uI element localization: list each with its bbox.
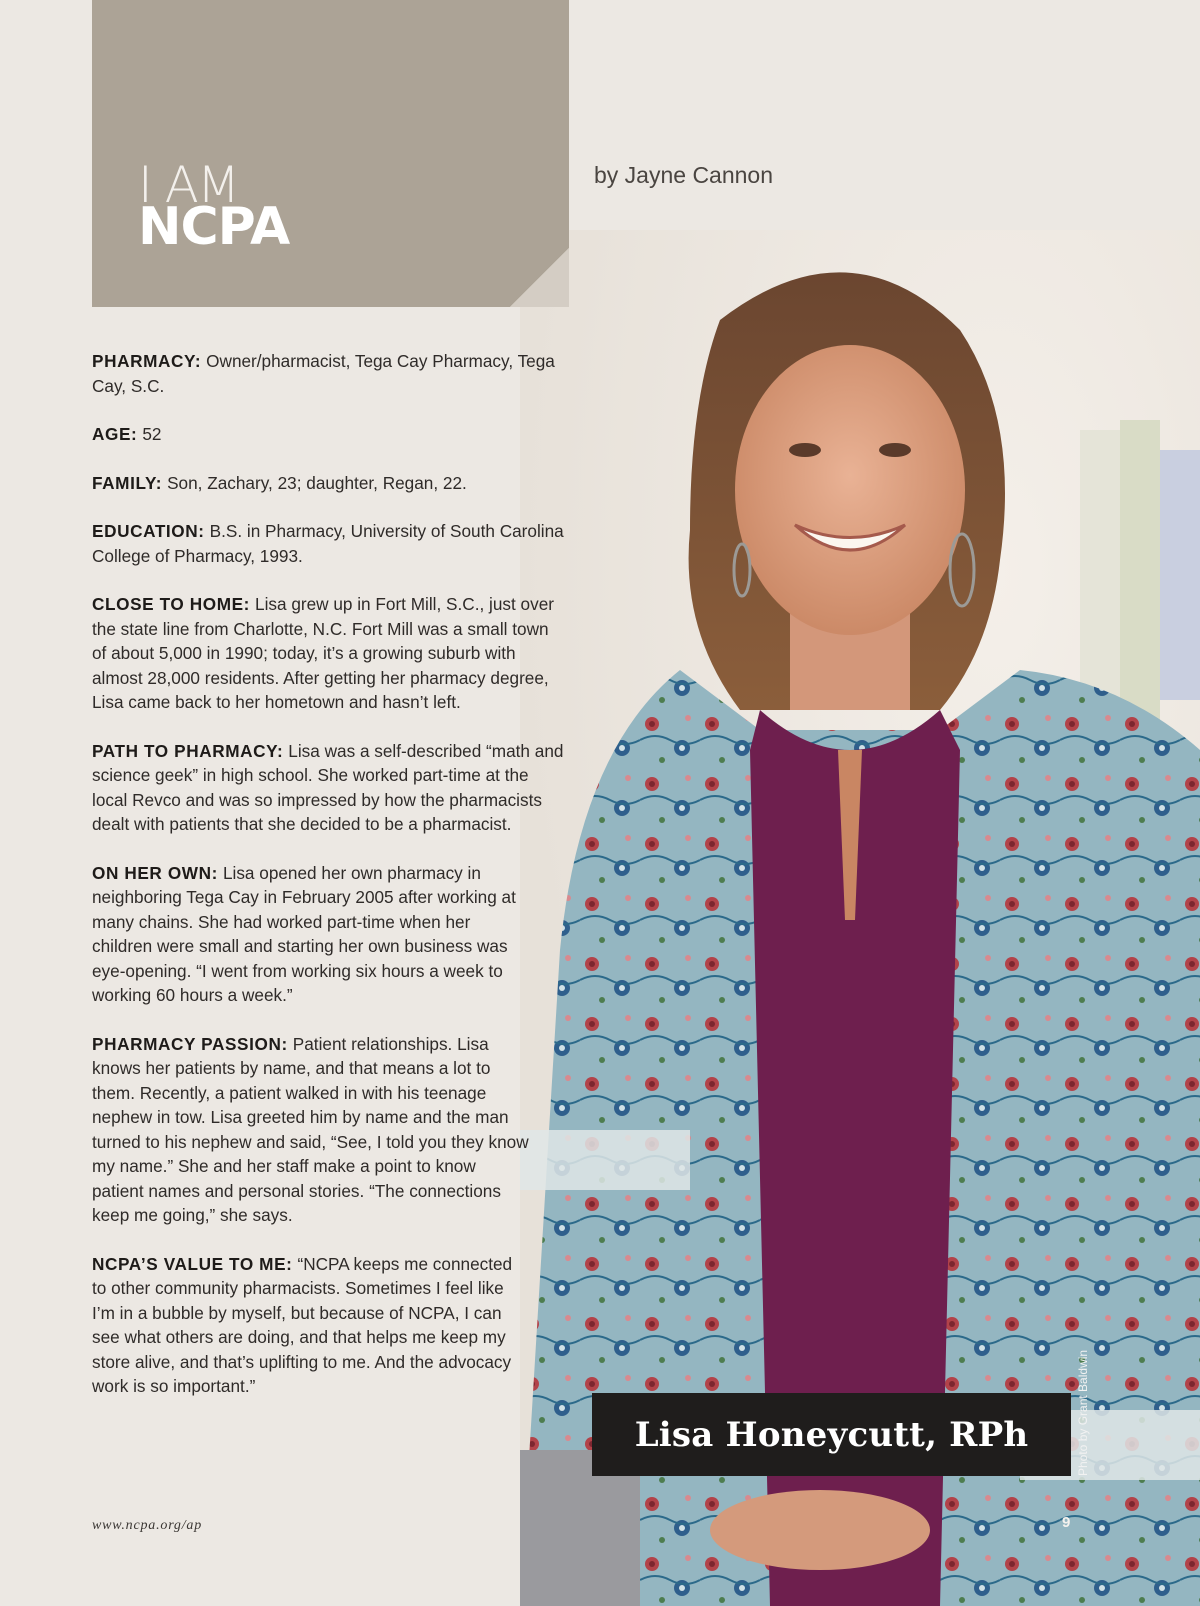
header-block — [92, 0, 569, 307]
header-kicker: I AM — [138, 156, 238, 214]
byline: by Jayne Cannon — [594, 162, 774, 188]
profile-entry-close-to-home — [92, 592, 567, 715]
entry-text: Lisa opened her own pharmacy in neighboring Tega Cay in February 2005 after working at many chains. She had worked part-time when her children were small and starting her own business was eye-opening. “I went from working six hours a week to working 60 hours a week.” — [92, 862, 516, 1005]
profile-entry-pharmacy — [92, 349, 567, 398]
footer-url: www.ncpa.org/ap — [92, 1518, 203, 1533]
name-plate — [592, 1393, 1071, 1476]
profile-entry-path-to-pharmacy — [92, 739, 567, 837]
profile-entry-family — [92, 471, 567, 496]
entry-text: Owner/pharmacist, Tega Cay Pharmacy, Tega Cay, S.C. — [92, 351, 555, 396]
entry-label: NCPA’S VALUE TO ME: — [92, 1253, 293, 1274]
entry-label: AGE: — [92, 424, 138, 444]
profile-entry-on-her-own — [92, 861, 532, 1008]
profile-entry-education — [92, 519, 567, 568]
entry-label: CLOSE TO HOME: — [92, 594, 251, 614]
entry-text: 52 — [142, 424, 162, 444]
photo-credit: Photo by Grant Baldwin — [1076, 1349, 1090, 1476]
entry-text: Lisa grew up in Fort Mill, S.C., just over the state line from Charlotte, N.C. Fort Mill was a small town of about 5,000 in 1990; today, it’s a growing suburb with almost 28,000 residents. After getting her pharmacy degree, Lisa came back to her hometown and hasn’t left. — [92, 594, 554, 712]
entry-text: Son, Zachary, 23; daughter, Regan, 22. — [167, 472, 467, 493]
entry-label: EDUCATION: — [92, 521, 205, 541]
header-page-fold — [510, 248, 569, 307]
profile-entry-pharmacy-passion — [92, 1032, 532, 1228]
entry-text: Lisa was a self-described “math and science geek” in high school. She worked part-time at the local Revco and was so impressed by how the pharmacists dealt with patients that she decided to be a pharmacist. — [92, 740, 564, 834]
entry-text: Patient relationships. Lisa knows her patients by name, and that means a lot to them. Recently, a patient walked in with his teenage nephew in tow. Lisa greeted him by name and the man turned to his nephew and said, “See, I told you they know my name.” She and her staff make a point to know patient names and personal stories. “The connections keep me going,” she says. — [92, 1033, 529, 1225]
profile-list — [92, 349, 567, 1423]
entry-label: PHARMACY PASSION: — [92, 1033, 288, 1054]
header-masthead: NCPA — [138, 197, 290, 257]
entry-label: PATH TO PHARMACY: — [92, 740, 284, 761]
subject-name: Lisa Honeycutt, RPh — [634, 1414, 1029, 1455]
entry-label: FAMILY: — [92, 472, 163, 493]
profile-entry-ncpa-value — [92, 1252, 527, 1399]
entry-text: “NCPA keeps me connected to other community pharmacists. Sometimes I feel like I’m in a bubble by myself, but because of NCPA, I can see what others are doing, and that helps me keep my store alive, and that’s uplifting to me. And the advocacy work is so important.” — [92, 1253, 513, 1396]
page-number: 9 — [1062, 1514, 1071, 1531]
entry-label: ON HER OWN: — [92, 862, 218, 883]
entry-text: B.S. in Pharmacy, University of South Carolina College of Pharmacy, 1993. — [92, 521, 564, 566]
profile-entry-age — [92, 422, 567, 447]
entry-label: PHARMACY: — [92, 351, 202, 371]
